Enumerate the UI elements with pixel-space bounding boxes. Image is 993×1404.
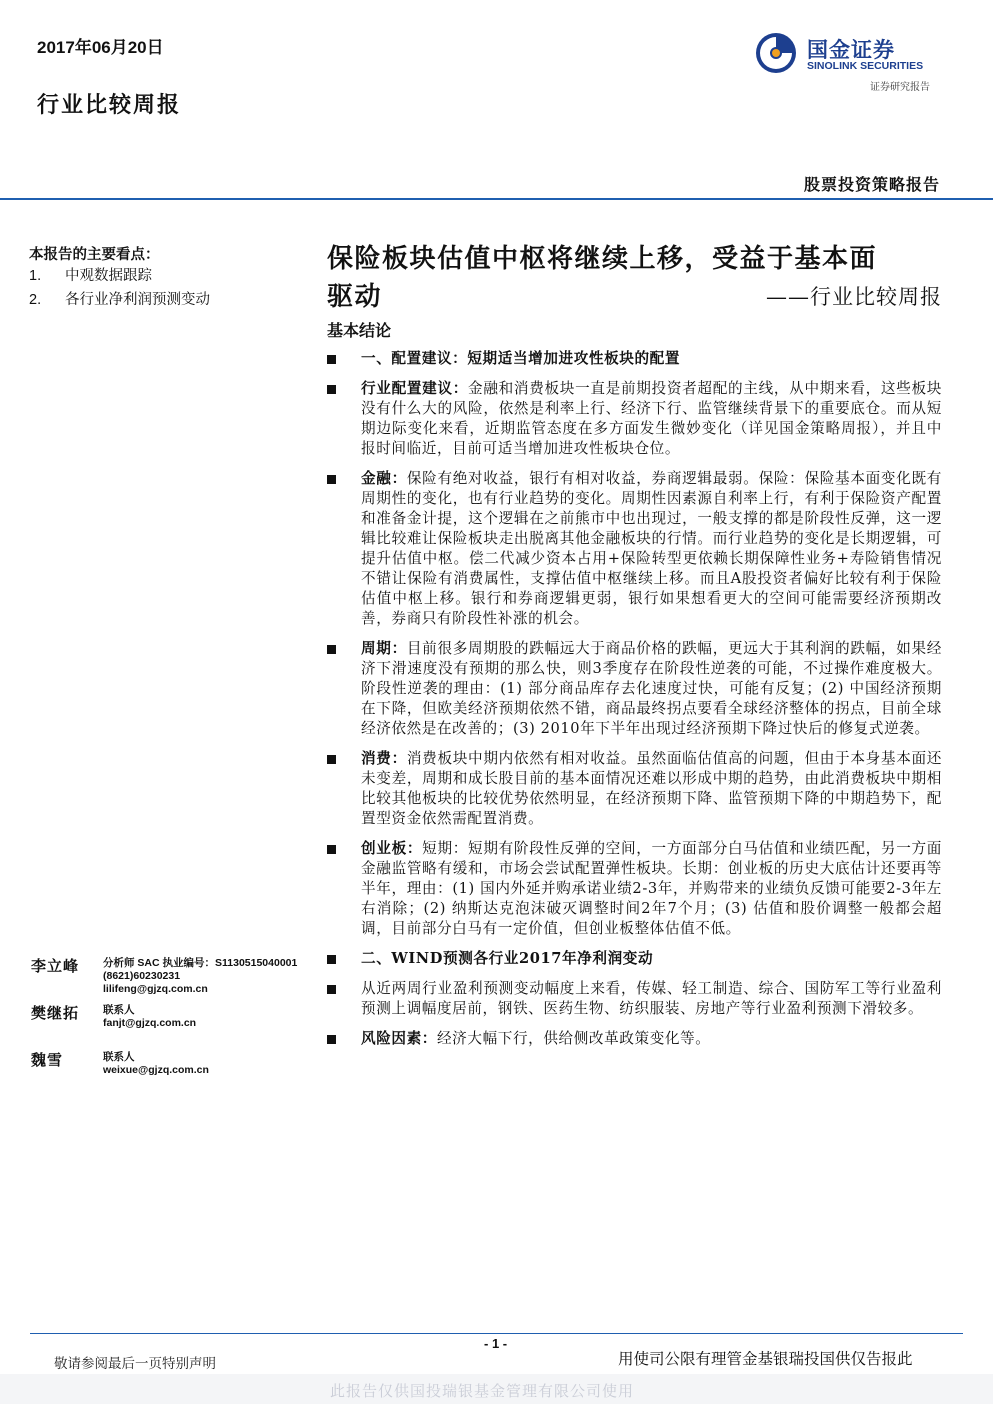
highlights-list (29, 264, 210, 312)
bullet-item (327, 639, 942, 739)
conclusion-bullets (327, 349, 942, 1059)
main-subtitle: ——行业比较周报 (766, 285, 942, 309)
list-item (29, 288, 210, 312)
logo-emblem-icon (755, 32, 797, 74)
bullet-label: 创业板： (361, 840, 423, 857)
bullet-item (327, 949, 942, 969)
bullet-square-icon (327, 475, 336, 484)
bullet-text: 目前很多周期股的跌幅远大于商品价格的跌幅，更远大于其利润的跌幅，如果经济下滑速度没有预期的那么快，则3季度存在阶段性逆袭的可能，不过操作难度极大。阶段性逆袭的理由：(1) 部分商品库存去化速度过快，可能有反复；(2) 中国经济预期在下降，但欧美经济预期依然不错，商品最终拐点要看全球经济整体的拐点，目前全球经济依然是在改善的；(3) 2010年下半年出现过经济预期下降过快后的修复式逆袭。 (361, 640, 942, 737)
bullet-text: 保险有绝对收益，银行有相对收益，券商逻辑最弱。保险：保险基本面变化既有周期性的变化，也有行业趋势的变化。周期性因素源自利率上行，有利于保险资产配置和准备金计提，这个逻辑在之前熊市中也出现过，一般支撑的都是阶段性反弹，这一逻辑比较难让保险板块走出脱离其他金融板块的行情。而行业趋势的变化是长期逻辑，可提升估值中枢。偿二代减少资本占用+保险转型更依赖长期保障性业务+寿险销售情况不错让保险有消费属性，支撑估值中枢继续上移。而且A股投资者偏好比较有利于保险估值中枢上移。银行和券商逻辑更弱，银行如果想看更大的空间可能需要经济预期改善，券商只有阶段性补涨的机会。 (361, 470, 942, 627)
bullet-square-icon (327, 385, 336, 394)
analyst-email: fanjt@gjzq.com.cn (103, 1017, 197, 1029)
list-item-text: 中观数据跟踪 (65, 268, 152, 284)
bullet-square-icon (327, 955, 336, 964)
bullet-label: 行业配置建议： (361, 380, 469, 397)
logo-text-en: SINOLINK SECURITIES (807, 60, 924, 72)
analyst-info (103, 1051, 209, 1077)
report-type: 股票投资策略报告 (803, 175, 940, 194)
analyst-email: lilifeng@gjzq.com.cn (103, 983, 208, 995)
main-title-line2: 驱动 (327, 282, 383, 312)
main-title-line1: 保险板块估值中枢将继续上移，受益于基本面 (327, 244, 878, 274)
analyst-info (103, 1004, 196, 1030)
list-item-number: 2. (29, 292, 42, 308)
bullet-square-icon (327, 645, 336, 654)
list-item (29, 264, 210, 288)
bullet-text: 消费板块中期内依然有相对收益。虽然面临估值高的问题，但由于本身基本面还未变差，周期和成长股目前的基本面情况还难以形成中期的趋势，由此消费板块中期相比较其他板块的比较优势依然明显，在经济预期下降、监管预期下降的中期趋势下，配置型资金依然需配置消费。 (361, 750, 942, 827)
report-date: 2017年06月20日 (37, 38, 164, 57)
analyst-phone: (8621)60230231 (103, 970, 181, 982)
company-logo (755, 32, 945, 77)
bullet-item (327, 749, 942, 829)
section-title: 基本结论 (327, 321, 392, 340)
highlights-title: 本报告的主要看点： (29, 246, 160, 263)
bullet-text: 短期：短期有阶段性反弹的空间，一方面部分白马估值和业绩匹配，另一方面金融监管略有缓和，市场会尝试配置弹性板块。长期：创业板的历史大底估计还要再等半年，理由：(1) 国内外延并购承诺业绩2-3年，并购带来的业绩负反馈可能要2-3年左右消除；(2) 纳斯达克泡沫破灭调整时间2年7个月；(3) 估值和股价调整一般都会超调，目前部分白马有一定价值，但创业板整体估值不低。 (361, 840, 942, 937)
bullet-label: 风险因素： (361, 1030, 437, 1047)
page-number: - 1 - (484, 1336, 508, 1351)
logo-text-cn: 国金证券 (807, 38, 895, 62)
bullet-square-icon (327, 755, 336, 764)
bullet-label: 消费： (361, 750, 407, 767)
report-series: 行业比较周报 (37, 92, 182, 118)
footer-disclaimer-note: 敬请参阅最后一页特别声明 (54, 1356, 216, 1372)
list-item-text: 各行业净利润预测变动 (65, 292, 210, 308)
bullet-label: 金融： (361, 470, 407, 487)
analyst-info (103, 957, 297, 996)
analyst-email: weixue@gjzq.com.cn (103, 1064, 209, 1076)
analyst-cert: 分析师 SAC 执业编号：S1130515040001 (103, 957, 298, 969)
bullet-label: 一、配置建议：短期适当增加进攻性板块的配置 (361, 350, 681, 367)
analyst-name: 李立峰 (31, 957, 80, 975)
bullet-item (327, 469, 942, 629)
bullet-text: 经济大幅下行，供给侧改革政策变化等。 (436, 1030, 711, 1047)
bullet-item (327, 839, 942, 939)
bullet-item (327, 349, 942, 369)
header-divider (0, 198, 993, 200)
bullet-item (327, 979, 942, 1019)
footer-divider (30, 1333, 963, 1334)
list-item-number: 1. (29, 268, 42, 284)
bullet-item (327, 379, 942, 459)
logo-subtitle: 证券研究报告 (870, 82, 930, 93)
analyst-role: 联系人 (103, 1051, 135, 1063)
bullet-item (327, 1029, 942, 1049)
watermark-text: 此报告仅供国投瑞银基金管理有限公司使用 (330, 1382, 635, 1400)
bullet-square-icon (327, 845, 336, 854)
bullet-text: 金融和消费板块一直是前期投资者超配的主线，从中期来看，这些板块没有什么大的风险，依然是利率上行、经济下行、监管继续背景下的重要底仓。而从短期边际变化来看，近期监管态度在多方面发生微妙变化（详见国金策略周报），并且中报时间临近，目前可适当增加进攻性板块仓位。 (361, 380, 942, 457)
bullet-square-icon (327, 355, 336, 364)
bullet-label: 二、WIND预测各行业2017年净利润变动 (361, 950, 654, 967)
footer-usage-note: 用使司公限有理管金基银瑞投国供仅告报此 (618, 1350, 913, 1368)
analyst-name: 魏雪 (31, 1051, 64, 1069)
bullet-text: 从近两周行业盈利预测变动幅度上来看，传媒、轻工制造、综合、国防军工等行业盈利预测上调幅度居前，钢铁、医药生物、纺织服装、房地产等行业盈利预测下滑较多。 (361, 980, 942, 1017)
bullet-label: 周期： (361, 640, 407, 657)
main-title (327, 240, 942, 316)
analyst-role: 联系人 (103, 1004, 135, 1016)
bullet-square-icon (327, 985, 336, 994)
analyst-name: 樊继拓 (31, 1004, 80, 1022)
bullet-square-icon (327, 1035, 336, 1044)
